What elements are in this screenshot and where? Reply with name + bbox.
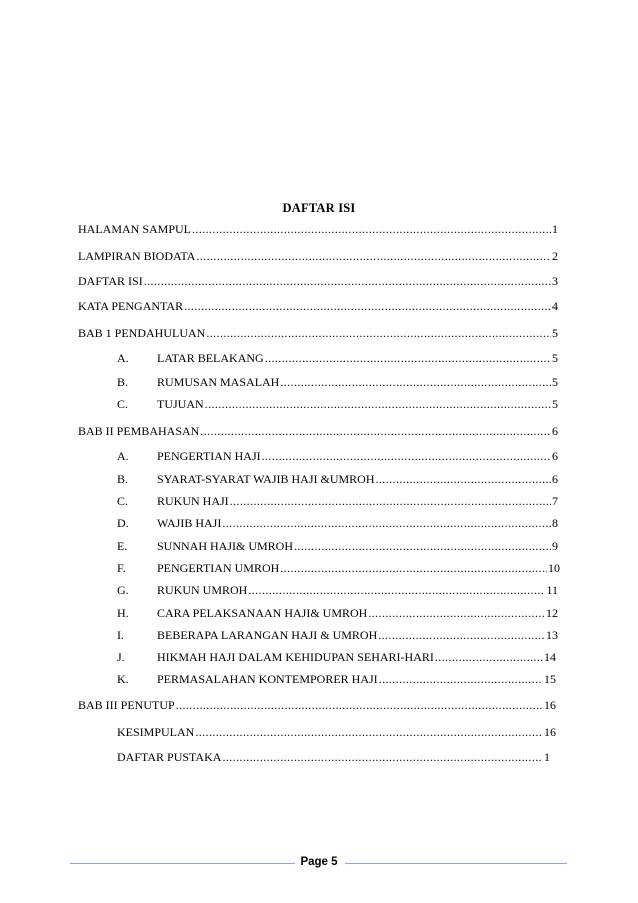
toc-page-number: 4	[552, 299, 558, 313]
toc-page-number: 5	[552, 397, 558, 411]
toc-row	[78, 299, 558, 315]
toc-letter: F.	[117, 561, 126, 575]
toc-page-number: 5	[552, 375, 558, 389]
dot-leader	[222, 516, 551, 531]
toc-label: DAFTAR ISI	[78, 274, 143, 288]
toc-row	[117, 472, 558, 488]
toc-label: SUNNAH HAJI& UMROH	[157, 539, 294, 553]
toc-row	[117, 606, 558, 622]
toc-letter: C.	[117, 494, 129, 508]
dot-leader	[265, 351, 551, 366]
toc-label: PERMASALAHAN KONTEMPORER HAJI	[157, 672, 378, 686]
toc-page-number: 7	[552, 494, 558, 508]
toc-row	[117, 449, 558, 465]
page-title: DAFTAR ISI	[282, 201, 356, 215]
toc-row	[78, 424, 558, 440]
toc-letter: A.	[117, 351, 129, 365]
toc-label: WAJIB HAJI	[157, 516, 222, 530]
toc-letter: E.	[117, 539, 128, 553]
dot-leader	[192, 222, 551, 237]
toc-page-number: 6	[552, 449, 558, 463]
toc-row	[117, 516, 558, 532]
dot-leader	[176, 698, 543, 713]
dot-leader	[222, 750, 543, 765]
toc-letter: I.	[117, 628, 124, 642]
toc-letter: B.	[117, 472, 129, 486]
dot-leader	[144, 274, 551, 289]
toc-row	[117, 650, 556, 666]
dot-leader	[280, 561, 547, 576]
toc-page-number: 11	[546, 583, 558, 597]
toc-letter: D.	[117, 516, 129, 530]
dot-leader	[200, 424, 551, 439]
toc-label: PENGERTIAN UMROH	[157, 561, 280, 575]
toc-page-number: 14	[544, 650, 556, 664]
toc-letter: G.	[117, 583, 129, 597]
toc-label: LAMPIRAN BIODATA	[78, 249, 196, 263]
dot-leader	[196, 249, 551, 264]
footer-divider-right	[345, 863, 567, 864]
toc-page-number: 5	[552, 351, 558, 365]
toc-page-number: 8	[552, 516, 558, 530]
footer-page-number: Page 5	[300, 856, 338, 868]
toc-letter: B.	[117, 375, 129, 389]
toc-page-number: 5	[552, 326, 558, 340]
toc-page-number: 13	[546, 628, 558, 642]
toc-letter: A.	[117, 449, 129, 463]
dot-leader	[230, 494, 551, 509]
toc-label: KATA PENGANTAR	[78, 299, 184, 313]
toc-row	[117, 494, 558, 510]
toc-row	[117, 672, 556, 688]
dot-leader	[368, 606, 545, 621]
toc-letter: J.	[117, 650, 125, 664]
toc-label: DAFTAR PUSTAKA	[117, 750, 222, 764]
toc-page-number: 15	[544, 672, 556, 686]
toc-label: BAB II PEMBAHASAN	[78, 424, 200, 438]
toc-page-number: 6	[552, 472, 558, 486]
toc-label: BEBERAPA LARANGAN HAJI & UMROH	[157, 628, 378, 642]
dot-leader	[280, 375, 551, 390]
dot-leader	[376, 472, 552, 487]
toc-label: TUJUAN	[157, 397, 204, 411]
toc-row	[78, 249, 558, 265]
toc-row	[117, 397, 558, 413]
toc-label: RUMUSAN MASALAH	[157, 375, 280, 389]
toc-page-number: 6	[552, 424, 558, 438]
dot-leader	[379, 672, 543, 687]
toc-label: KESIMPULAN	[117, 725, 195, 739]
toc-page-number: 16	[544, 698, 556, 712]
toc-label: BAB 1 PENDAHULUAN	[78, 326, 206, 340]
toc-row	[117, 375, 558, 391]
toc-page-number: 2	[552, 249, 558, 263]
dot-leader	[262, 449, 551, 464]
toc-row	[117, 583, 558, 599]
toc-row	[78, 274, 558, 290]
dot-leader	[184, 299, 551, 314]
toc-page-number: 9	[552, 539, 558, 553]
toc-label: PENGERTIAN HAJI	[157, 449, 261, 463]
toc-label: RUKUN HAJI	[157, 494, 229, 508]
toc-page-number: 12	[546, 606, 558, 620]
toc-row	[78, 222, 558, 238]
dot-leader	[205, 397, 551, 412]
toc-letter: K.	[117, 672, 129, 686]
toc-label: LATAR BELAKANG	[157, 351, 264, 365]
toc-page-number: 1	[552, 222, 558, 236]
toc-row	[117, 351, 558, 367]
toc-page-number: 10	[548, 561, 560, 575]
toc-row	[78, 698, 556, 714]
dot-leader	[195, 725, 543, 740]
toc-label: SYARAT-SYARAT WAJIB HAJI &UMROH	[157, 472, 375, 486]
toc-row	[117, 628, 558, 644]
toc-label: HALAMAN SAMPUL	[78, 222, 192, 236]
dot-leader	[206, 326, 551, 341]
toc-row	[78, 326, 558, 342]
toc-row	[117, 750, 550, 766]
toc-label: BAB III PENUTUP	[78, 698, 175, 712]
dot-leader	[294, 539, 551, 554]
dot-leader	[378, 628, 545, 643]
toc-row	[117, 539, 558, 555]
toc-page-number: 16	[544, 725, 556, 739]
dot-leader	[435, 650, 543, 665]
toc-label: CARA PELAKSANAAN HAJI& UMROH	[157, 606, 368, 620]
toc-label: HIKMAH HAJI DALAM KEHIDUPAN SEHARI-HARI	[157, 650, 434, 664]
dot-leader	[248, 583, 545, 598]
toc-label: RUKUN UMROH	[157, 583, 248, 597]
toc-letter: H.	[117, 606, 129, 620]
toc-letter: C.	[117, 397, 129, 411]
toc-row	[117, 561, 560, 577]
toc-row	[117, 725, 556, 741]
toc-page-number: 3	[552, 274, 558, 288]
toc-page-number: 1	[544, 750, 550, 764]
